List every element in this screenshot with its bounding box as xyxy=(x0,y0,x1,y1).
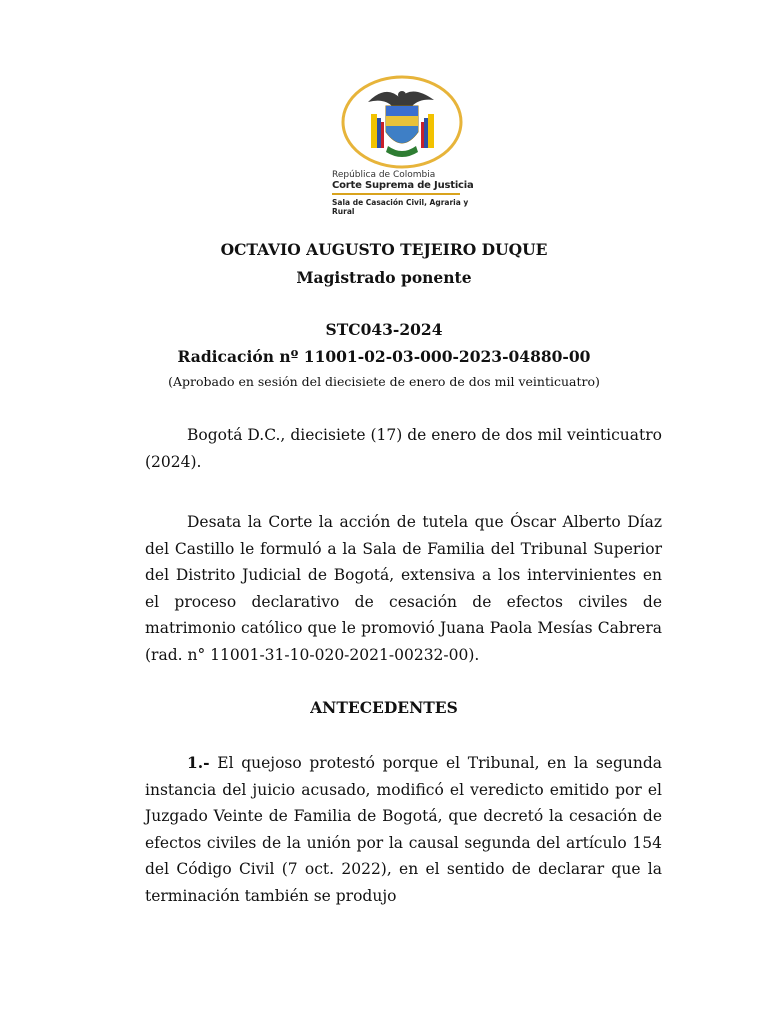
judge-name: OCTAVIO AUGUSTO TEJEIRO DUQUE xyxy=(220,240,548,259)
antecedent-item-1 xyxy=(145,750,662,909)
case-number: STC043-2024 xyxy=(325,320,443,339)
approval-note: (Aprobado en sesión del diecisiete de enero de dos mil veinticuatro) xyxy=(168,374,600,389)
radicacion-number: Radicación nº 11001-02-03-000-2023-04880-00 xyxy=(177,347,591,366)
item-number: 1.- xyxy=(187,753,210,772)
intro-text: Desata la Corte la acción de tutela que Óscar Alberto Díaz del Castillo le formuló a la Sala de Familia del Tribunal Superior del Distrito Judicial de Bogotá, extensiva a los intervinientes en el proceso declarativo de cesación de efectos civiles de matrimonio católico que le promovió Juana Paola Mesías Cabrera (rad. n° 11001-31-10-020-2021-00232-00). xyxy=(145,513,662,664)
section-title: ANTECEDENTES xyxy=(310,698,458,717)
chamber-name: Sala de Casación Civil, Agraria y Rural xyxy=(332,198,469,216)
coat-of-arms-icon xyxy=(338,74,468,170)
intro-paragraph xyxy=(145,509,662,668)
judge-role: Magistrado ponente xyxy=(296,268,472,287)
date-paragraph xyxy=(145,422,662,475)
item-text: El quejoso protestó porque el Tribunal, en la segunda instancia del juicio acusado, modificó el veredicto emitido por el Juzgado Veinte de Familia de Bogotá, que decretó la cesación de efectos civiles de la unión por la causal segunda del artículo 154 del Código Civil (7 oct. 2022), en el sentido de declarar que la terminación también se produjo xyxy=(145,754,662,905)
letterhead xyxy=(0,0,768,225)
country-label: República de Colombia xyxy=(332,170,436,180)
header-divider xyxy=(332,193,460,195)
institution-block xyxy=(332,170,492,216)
date-text: Bogotá D.C., diecisiete (17) de enero de dos mil veinticuatro (2024). xyxy=(145,426,662,471)
court-name: Corte Suprema de Justicia xyxy=(332,180,474,191)
